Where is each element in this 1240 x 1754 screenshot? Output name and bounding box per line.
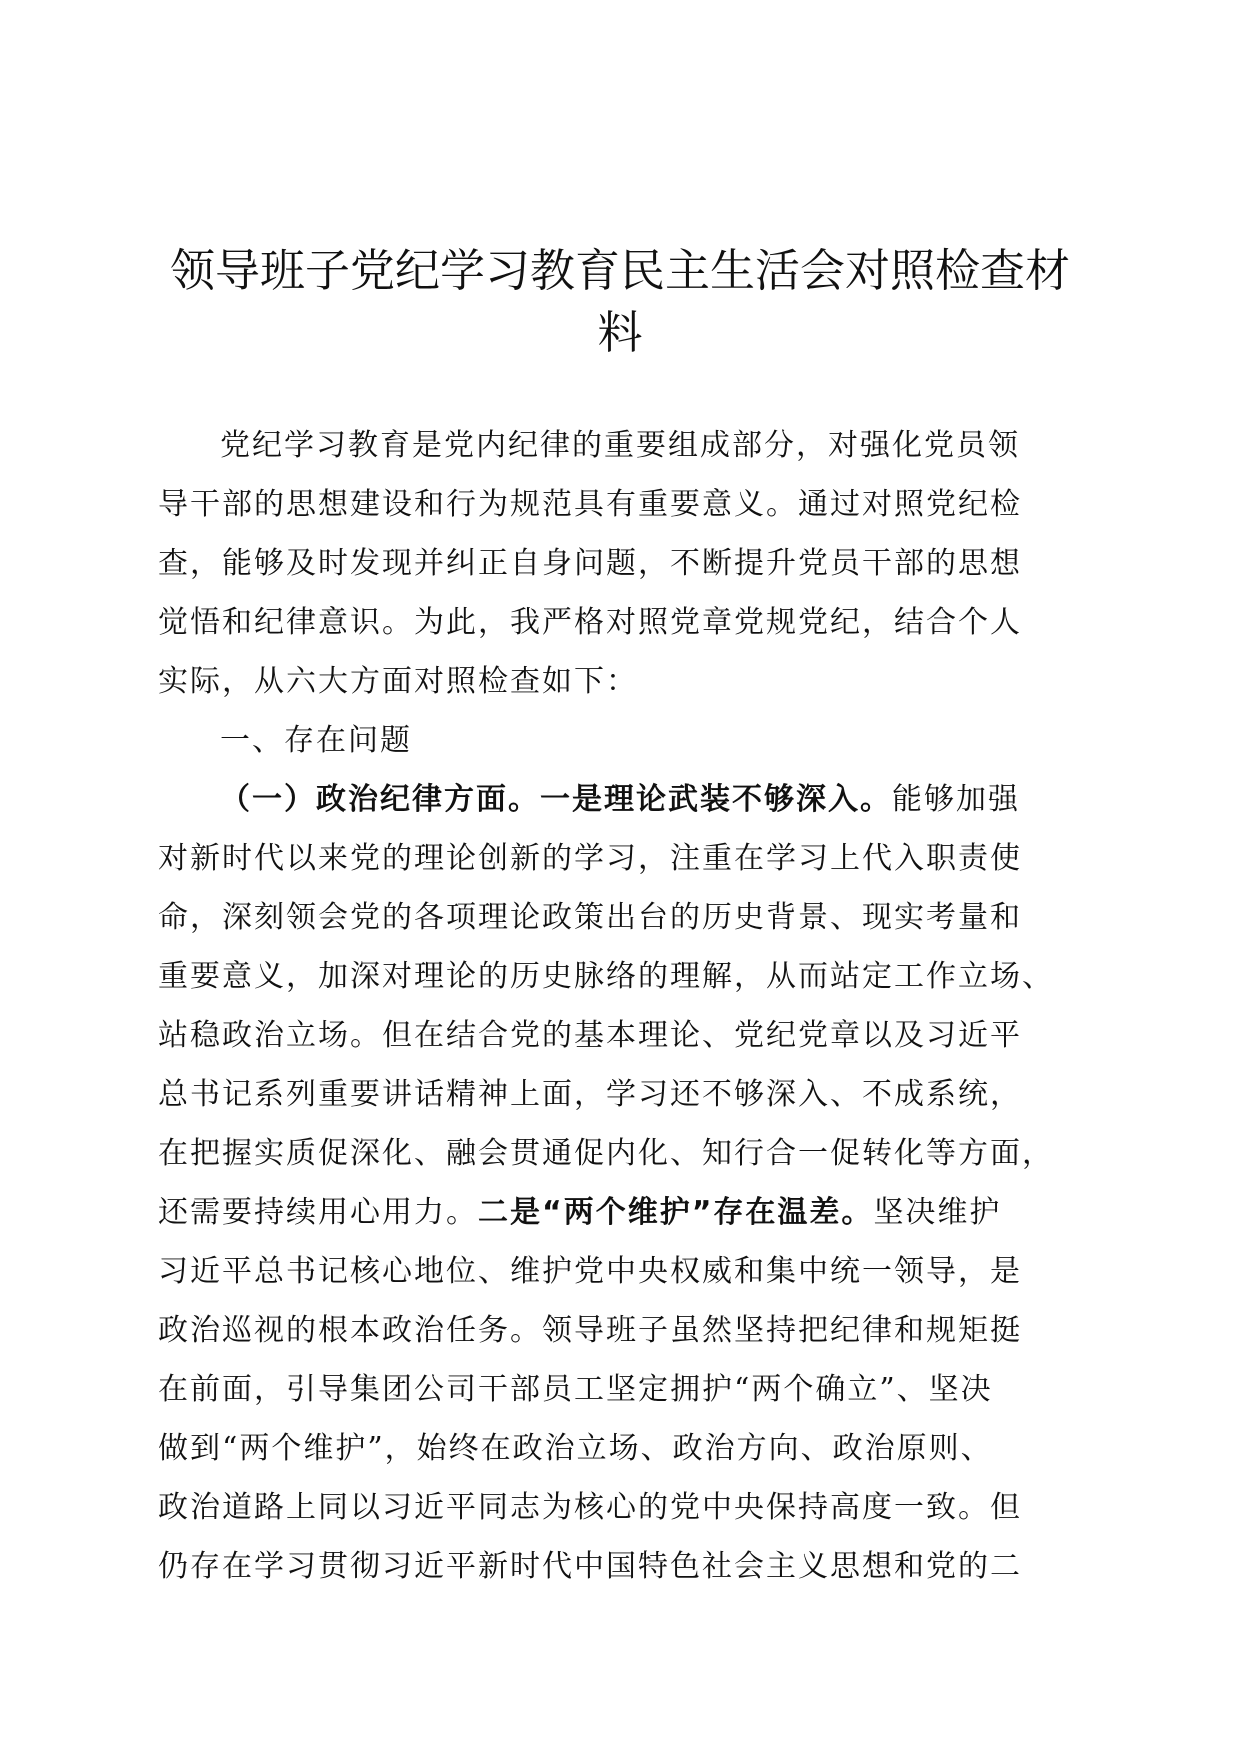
point-two-line	[158, 1183, 1078, 1242]
document-body	[158, 416, 1078, 1596]
body-line-a6: 在把握实质促深化、融会贯通促内化、知行合一促转化等方面，	[158, 1136, 1054, 1171]
subsection-first-line	[158, 770, 1078, 829]
intro-line-5: 实际，从六大方面对照检查如下：	[158, 664, 638, 699]
body-line-a4: 站稳政治立场。但在结合党的基本理论、党纪党章以及习近平	[158, 1018, 1022, 1053]
title-line-1: 领导班子党纪学习教育民主生活会对照检查材	[169, 244, 1070, 297]
body-line-b2: 政治巡视的根本政治任务。领导班子虽然坚持把纪律和规矩挺	[158, 1313, 1022, 1348]
intro-line-1: 党纪学习教育是党内纪律的重要组成部分，对强化党员领	[220, 428, 1020, 463]
document-title	[150, 240, 1090, 364]
point-one-label: 一是理论武装不够深入。	[540, 782, 892, 817]
point-one-rest: 能够加强	[892, 782, 1020, 817]
body-line-a3: 重要意义，加深对理论的历史脉络的理解，从而站定工作立场、	[158, 959, 1054, 994]
body-line-a1: 对新时代以来党的理论创新的学习，注重在学习上代入职责使	[158, 841, 1022, 876]
body-line-b1: 习近平总书记核心地位、维护党中央权威和集中统一领导，是	[158, 1254, 1022, 1289]
subsection-label: （一）政治纪律方面。	[220, 782, 540, 817]
section-heading: 一、存在问题	[220, 723, 412, 758]
point-two-rest: 坚决维护	[873, 1195, 1002, 1230]
body-line-b3: 在前面，引导集团公司干部员工坚定拥护“两个确立”、坚决	[158, 1372, 993, 1407]
point-two-label: 二是“两个维护”存在温差。	[478, 1195, 874, 1230]
body-line-b4: 做到“两个维护”，始终在政治立场、政治方向、政治原则、	[158, 1431, 993, 1466]
intro-line-3: 查，能够及时发现并纠正自身问题，不断提升党员干部的思想	[158, 546, 1022, 581]
body-line-a2: 命，深刻领会党的各项理论政策出台的历史背景、现实考量和	[158, 900, 1022, 935]
body-line-b5: 政治道路上同以习近平同志为核心的党中央保持高度一致。但	[158, 1490, 1022, 1525]
body-line-a5: 总书记系列重要讲话精神上面，学习还不够深入、不成系统，	[158, 1077, 1022, 1112]
body-line-b6: 仍存在学习贯彻习近平新时代中国特色社会主义思想和党的二	[158, 1549, 1022, 1584]
line-before-point-two: 还需要持续用心用力。	[158, 1195, 478, 1230]
intro-line-4: 觉悟和纪律意识。为此，我严格对照党章党规党纪，结合个人	[158, 605, 1022, 640]
intro-line-2: 导干部的思想建设和行为规范具有重要意义。通过对照党纪检	[158, 487, 1022, 522]
title-line-2: 料	[597, 306, 643, 359]
